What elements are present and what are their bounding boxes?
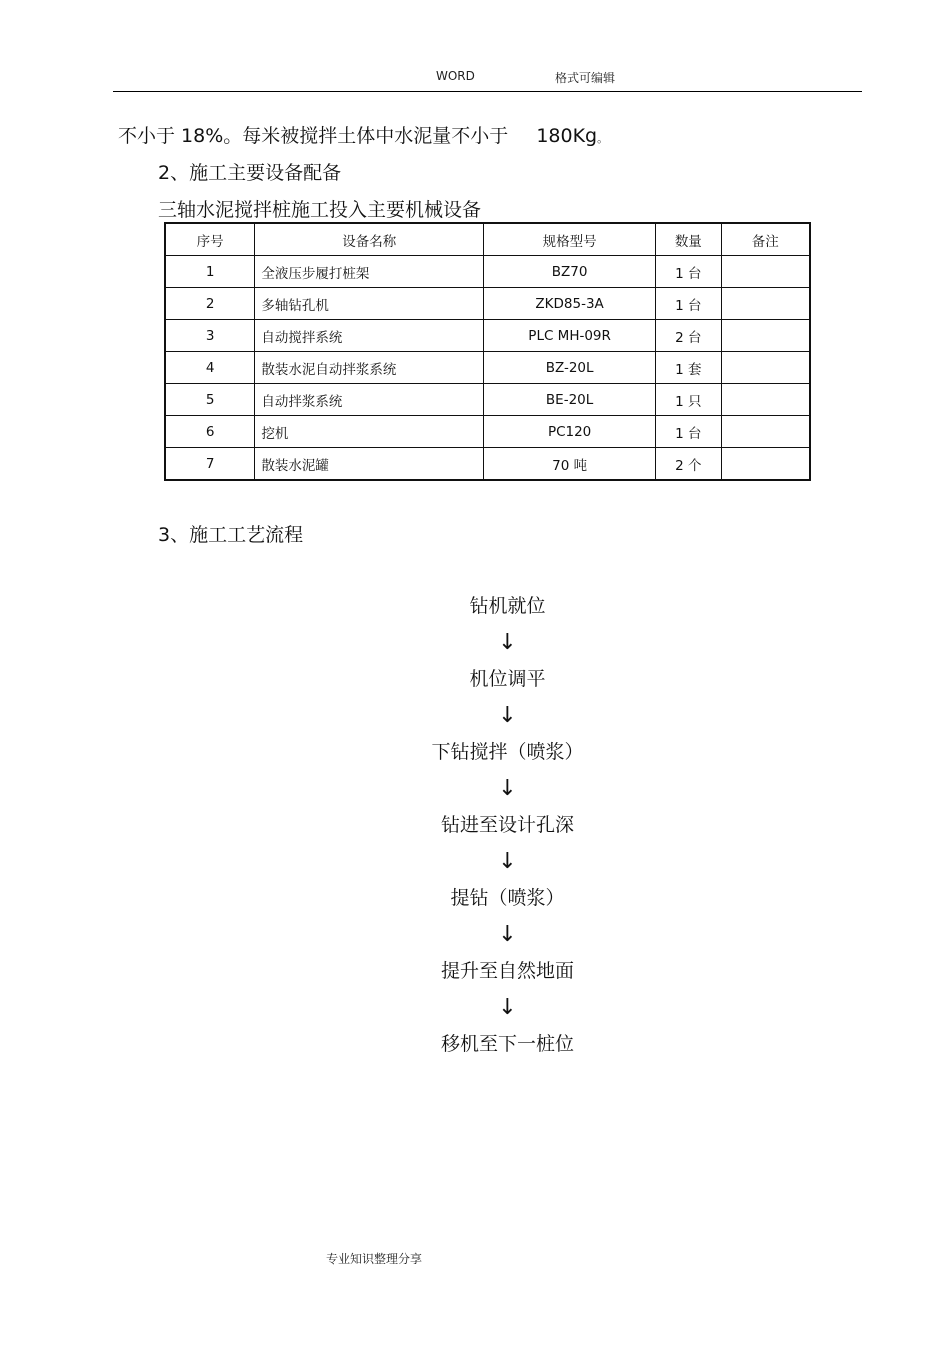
cell-note <box>721 288 810 320</box>
section-heading-process-flow: 3、施工工艺流程 <box>158 524 304 546</box>
cell-name: 全液压步履打桩架 <box>255 256 484 288</box>
down-arrow-icon: ↓ <box>498 995 517 1020</box>
text-fragment: 180Kg <box>536 125 598 147</box>
cell-name: 散装水泥自动拌浆系统 <box>255 352 484 384</box>
cell-note <box>721 384 810 416</box>
cell-no: 7 <box>165 448 255 481</box>
flow-step: 移机至下一桩位 <box>440 1033 574 1055</box>
table-row <box>165 320 810 352</box>
cell-no: 6 <box>165 416 255 448</box>
down-arrow-icon: ↓ <box>498 776 517 801</box>
paragraph-cement-requirement <box>118 121 608 148</box>
cell-spec: 70 吨 <box>484 448 656 481</box>
flow-step: 钻机就位 <box>469 595 546 617</box>
cell-qty: 1 台 <box>656 416 722 448</box>
text-fragment: 不小于 18% <box>118 125 224 147</box>
cell-qty: 2 个 <box>656 448 722 481</box>
cell-no: 5 <box>165 384 255 416</box>
text-fragment: 。 <box>223 125 243 147</box>
table-row <box>165 384 810 416</box>
cell-qty: 1 套 <box>656 352 722 384</box>
cell-spec: PC120 <box>484 416 656 448</box>
flow-step: 机位调平 <box>469 668 546 690</box>
table-row <box>165 256 810 288</box>
cell-spec: BZ-20L <box>484 352 656 384</box>
cell-note <box>721 352 810 384</box>
col-header: 设备名称 <box>255 223 484 256</box>
cell-qty: 1 台 <box>656 288 722 320</box>
equipment-table <box>164 222 811 481</box>
col-header: 数量 <box>656 223 722 256</box>
cell-no: 4 <box>165 352 255 384</box>
cell-qty: 1 台 <box>656 256 722 288</box>
cell-no: 1 <box>165 256 255 288</box>
section-heading-equipment: 2、施工主要设备配备 <box>158 162 342 184</box>
col-header: 备注 <box>721 223 810 256</box>
down-arrow-icon: ↓ <box>498 849 517 874</box>
table-header-row <box>165 223 810 256</box>
cell-qty: 2 台 <box>656 320 722 352</box>
table-row <box>165 288 810 320</box>
table-row <box>165 416 810 448</box>
flow-step: 提钻（喷浆） <box>450 887 565 909</box>
cell-name: 自动拌浆系统 <box>255 384 484 416</box>
table-caption: 三轴水泥搅拌桩施工投入主要机械设备 <box>158 199 482 221</box>
cell-note <box>721 448 810 481</box>
col-header: 规格型号 <box>484 223 656 256</box>
cell-spec: PLC MH-09R <box>484 320 656 352</box>
text-fragment: 。 <box>597 132 609 145</box>
cell-note <box>721 416 810 448</box>
cell-spec: BZ70 <box>484 256 656 288</box>
cell-spec: BE-20L <box>484 384 656 416</box>
cell-spec: ZKD85-3A <box>484 288 656 320</box>
col-header: 序号 <box>165 223 255 256</box>
cell-name: 散装水泥罐 <box>255 448 484 481</box>
cell-name: 多轴钻孔机 <box>255 288 484 320</box>
footer-text: 专业知识整理分享 <box>326 1252 423 1266</box>
header-word: WORD <box>436 69 475 83</box>
cell-no: 2 <box>165 288 255 320</box>
header-rule <box>113 91 862 92</box>
flow-step: 下钻搅拌（喷浆） <box>431 741 584 763</box>
down-arrow-icon: ↓ <box>498 630 517 655</box>
cell-name: 挖机 <box>255 416 484 448</box>
process-flowchart <box>320 590 695 1061</box>
header-format-editable: 格式可编辑 <box>555 71 616 85</box>
table-row <box>165 352 810 384</box>
cell-name: 自动搅拌系统 <box>255 320 484 352</box>
flow-step: 提升至自然地面 <box>440 960 574 982</box>
text-fragment: 每米被搅拌土体中水泥量不小于 <box>242 125 509 147</box>
flow-step: 钻进至设计孔深 <box>440 814 574 836</box>
cell-note <box>721 320 810 352</box>
table-row <box>165 448 810 481</box>
cell-qty: 1 只 <box>656 384 722 416</box>
cell-note <box>721 256 810 288</box>
cell-no: 3 <box>165 320 255 352</box>
down-arrow-icon: ↓ <box>498 922 517 947</box>
down-arrow-icon: ↓ <box>498 703 517 728</box>
